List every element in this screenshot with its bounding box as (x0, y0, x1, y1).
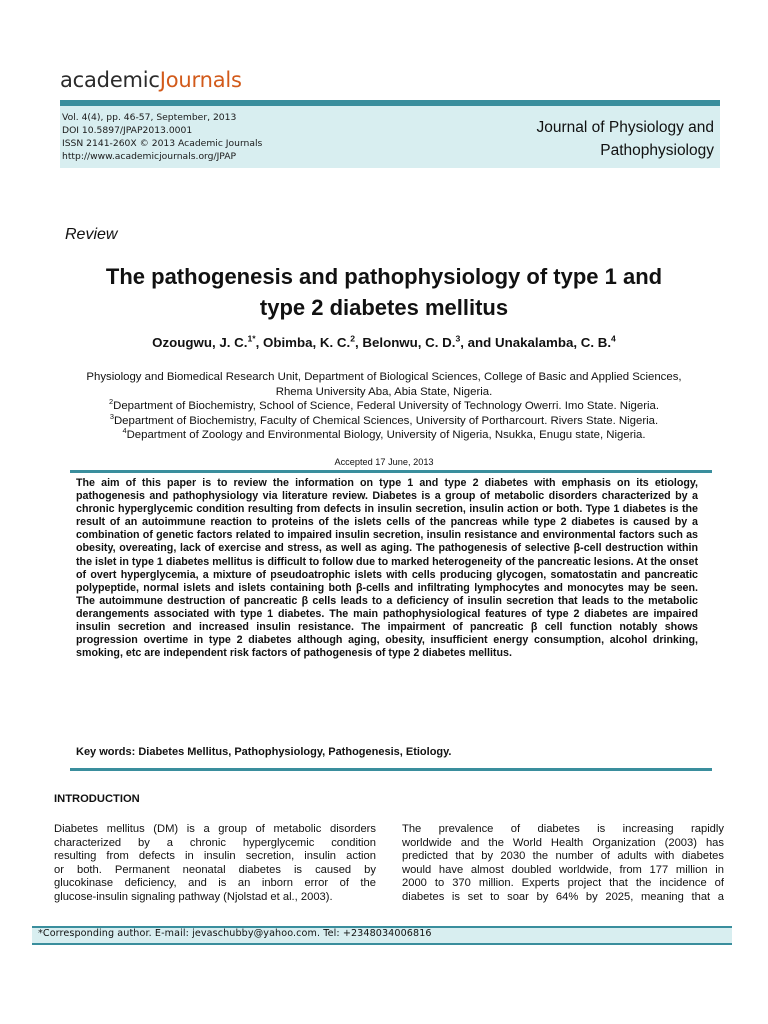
text-line: The prevalence of diabetes is increasing rapidly (402, 823, 724, 835)
accepted-date: Accepted 17 June, 2013 (334, 457, 434, 467)
abstract-top-rule (70, 470, 712, 473)
section-label: Review (65, 226, 118, 243)
text-line: characterized by a chronic hyperglycemic condition (54, 836, 376, 849)
text-line: 2000 to 370 million. Experts project that the incidence of (402, 877, 724, 889)
meta-url[interactable]: http://www.academicjournals.org/JPAP (62, 151, 237, 162)
affiliation-3: $^3$Department of Biochemistry, Faculty of Chemical Sciences, University of Portharcourt. Rivers State. Nigeria. (109, 411, 659, 427)
article-title: The pathogenesis and pathophysiology of type 1 and type 2 diabetes mellitus (105, 264, 663, 320)
keywords: Key words: Diabetes Mellitus, Pathophysiology, Pathogenesis, Etiology. (76, 746, 452, 758)
meta-doi: DOI 10.5897/JPAP2013.0001 (62, 125, 193, 136)
journal-name: Journal of Physiology and Pathophysiology (536, 119, 714, 159)
abstract: The aim of this paper is to review the information on type 1 and type 2 diabetes with emphasis on its etiology, pathogenesis and pathophysiology via literature review. Diabetes is a group of metabolic disorders characterized by a chronic hyperglycemic condition resulting from defects in insulin secretion, insulin action or both. Type 1 diabetes is the result of an autoimmune reaction to proteins of the islets cells of the pancreas while type 2 diabetes is caused by a combination of genetic factors related to impaired insulin secretion, insulin resistance and environmental factors such as obesity, overeating, lack of exercise and stress, as well as aging. The pathogenesis of selective β-cell destruction within the islet in type 1 diabetes mellitus is difficult to follow due to marked heterogeneity of the pancreatic lesions. At the onset of overt hyperglycemia, a mixture of pseudoatrophic islets with cells producing glycogen, somatostatin and pancreatic polypeptide, normal islets and islets containing both β-cells and infiltrating lymphocytes and monocytes may be seen. The autoimmune destruction of pancreatic β cells leads to a deficiency of insulin secretion that leads to the metabolic derangements associated with type 1 diabetes. The main pathophysiological features of type 2 diabetes are impaired insulin secretion and increased insulin resistance. The impairment of pancreatic β cell function notably shows progression overtime in type 2 diabetes although aging, obesity, insufficient energy consumption, alcohol drinking, smoking, etc are independent risk factors of pathogenesis of type 2 diabetes mellitus. (76, 477, 698, 660)
meta-issn: ISSN 2141-260X © 2013 Academic Journals (62, 138, 263, 149)
text-line: diabetes is set to soar by 64% by 2025, meaning that a (402, 890, 724, 903)
author-name: Obimba, K. C. (263, 335, 351, 350)
affiliation-1: Physiology and Biomedical Research Unit, Department of Biological Sciences, College of Basic and Applied Sciences, (86, 371, 682, 383)
text-line: predicted that by 2030 the number of adults with diabetes (402, 850, 724, 862)
corresponding-author: *Corresponding author. E-mail: jevaschubby@yahoo.com. Tel: +2348034006816 (38, 928, 432, 939)
author-name: Belonwu, C. D. (362, 335, 456, 350)
publication-meta (62, 111, 262, 163)
affiliations (40, 370, 728, 443)
affiliation-4: $^4$Department of Zoology and Environmental Biology, University of Nigeria, Nsukka, Enugu state, Nigeria. (122, 426, 646, 442)
affiliation-2: $^2$Department of Biochemistry, School of Science, Federal University of Technology Owerri. Imo State. Nigeria. (108, 397, 660, 413)
text-line: glucose-insulin signaling pathway (Njolstad et al., 2003). (54, 890, 333, 903)
author-name: Ozougwu, J. C. (152, 335, 248, 350)
author-name: Unakalamba, C. B. (495, 335, 612, 350)
text-line: worldwide and the World Health Organization (2003) has (402, 836, 724, 849)
meta-volume: Vol. 4(4), pp. 46-57, September, 2013 (62, 112, 237, 123)
author-list: Ozougwu, J. C.$^{1*}$, Obimba, K. C.$^2$, Belonwu, C. D.$^3$, and Unakalamba, C. B.$^4$ (152, 333, 616, 350)
text-line: would have almost doubled worldwide, from 177 million in (402, 863, 724, 876)
text-line: resulting from defects in insulin secretion, insulin action (54, 850, 376, 862)
abstract-bottom-rule (70, 768, 712, 771)
text-line: or both. Permanent neonatal diabetes is caused by (54, 863, 376, 876)
publisher-logo: academicJournals (60, 68, 242, 92)
affiliation-1-cont: Rhema University Aba, Abia State, Nigeria. (275, 385, 493, 398)
text-line: glucokinase deficiency, and is an inborn error of the (54, 877, 376, 889)
body-column-left (54, 823, 376, 904)
text-line: Diabetes mellitus (DM) is a group of metabolic disorders (54, 823, 376, 835)
body-column-right (402, 823, 724, 904)
introduction-heading: INTRODUCTION (54, 793, 140, 805)
